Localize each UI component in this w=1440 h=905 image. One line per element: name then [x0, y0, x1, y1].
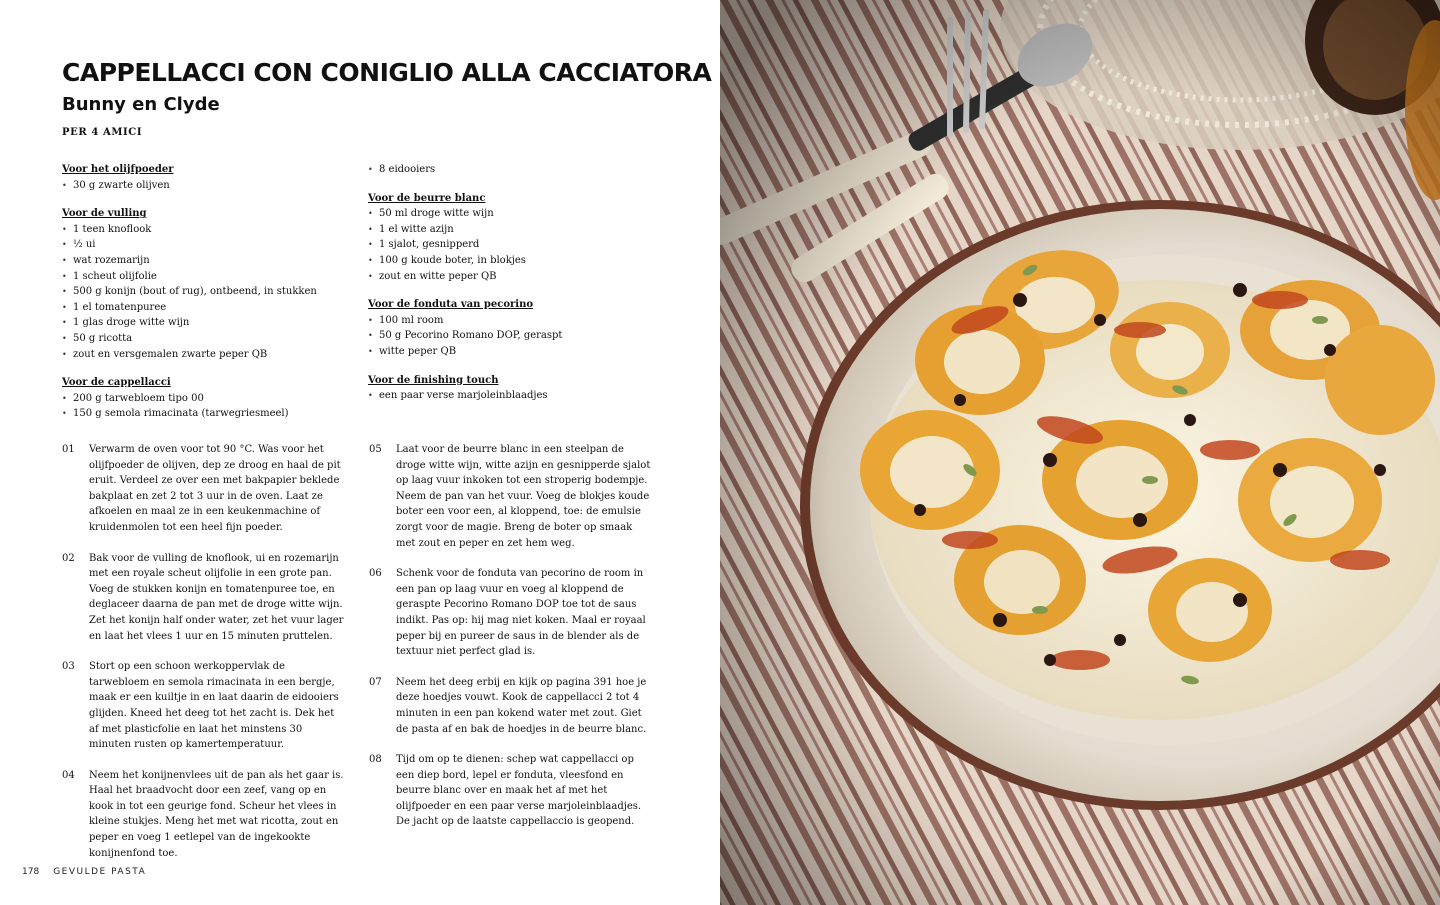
ingredient-item [62, 284, 352, 300]
step-number: 05 [369, 444, 382, 455]
ingredient-text: 500 g konijn (bout of rug), ontbeend, in stukken [73, 286, 317, 298]
ingredient-item [62, 237, 352, 253]
ingredient-text: 200 g tarwebloem tipo 00 [73, 392, 204, 404]
bullet-icon: • [62, 180, 67, 190]
step-text: Verwarm de oven voor tot 90 °C. Was voor het olijfpoeder de olijven, dep ze droog en haal de pit eruit. Verdeel ze over een met bakpapier beklede bakplaat en zet 2 tot 3 uur in de oven. Laat ze afkoelen en maal ze in een keukenmachine of kruidenmolen tot een heel fijn poeder. [89, 444, 341, 533]
bullet-icon: • [62, 409, 67, 419]
bullet-icon: • [368, 315, 373, 325]
bullet-icon: • [62, 318, 67, 328]
ingredient-text: 1 el witte azijn [379, 223, 454, 235]
ingredient-text: 1 teen knoflook [73, 223, 152, 235]
ingredient-text: 50 g ricotta [73, 332, 133, 344]
bullet-icon: • [62, 349, 67, 359]
recipe-title: CAPPELLACCI CON CONIGLIO ALLA CACCIATORA [62, 58, 712, 87]
dish-photo [720, 0, 1440, 905]
ingredient-group [368, 162, 658, 178]
bullet-icon: • [368, 331, 373, 341]
ingredient-text: zout en witte peper QB [379, 270, 497, 282]
ingredient-item [62, 178, 352, 194]
ingredient-item [368, 313, 658, 329]
ingredient-item [62, 269, 352, 285]
bullet-icon: • [368, 271, 373, 281]
ingredient-text: 30 g zwarte olijven [73, 179, 170, 191]
ingredient-text: 100 ml room [379, 314, 444, 326]
steps-column-1 [62, 442, 347, 876]
bullet-icon: • [62, 287, 67, 297]
ingredient-text: witte peper QB [379, 345, 457, 357]
step-text: Neem het deeg erbij en kijk op pagina 391 hoe je deze hoedjes vouwt. Kook de cappellacci 2 tot 4 minuten in een pan kokend water met zout. Giet de pasta af en bak de hoedjes in de beurre blanc. [396, 676, 647, 735]
step-number: 01 [62, 444, 75, 455]
ingredient-group [368, 373, 658, 404]
step-text: Schenk voor de fonduta van pecorino de room in een pan op laag vuur en voeg al kloppend de geraspte Pecorino Romano DOP toe tot de saus indikt. Pas op: hij mag niet koken. Maal er royaal peper bij en pureer de saus in de blender als de textuur niet perfect glad is. [396, 568, 646, 658]
bullet-icon: • [62, 271, 67, 281]
step-number: 03 [62, 661, 75, 673]
serves-label: PER 4 AMICI [62, 127, 143, 138]
step-text: Laat voor de beurre blanc in een steelpan de droge witte wijn, witte azijn en gesnipperde sjalot op laag vuur inkoken tot een stroperig bodempje. Neem de pan van het vuur. Voeg de blokjes koude boter een voor een, al kloppend, toe: de emulsie zorgt voor de magie. Breng de boter op smaak met zout en peper en zet hem weg. [396, 444, 651, 549]
ingredients-column-1 [62, 162, 352, 435]
steps-column-2 [369, 442, 654, 845]
step-text: Neem het konijnenvlees uit de pan als het gaar is. Haal het braadvocht door een zeef, vang op en kook in tot een geurige fond. Scheur het vlees in kleine stukjes. Meng het met wat ricotta, zout en peper en voeg 1 eetlepel van de ingekookte konijnenfond toe. [89, 769, 344, 859]
bullet-icon: • [62, 333, 67, 343]
bullet-icon: • [62, 255, 67, 265]
ingredient-text: 1 sjalot, gesnipperd [379, 239, 480, 251]
ingredient-text: 150 g semola rimacinata (tarwegriesmeel) [73, 408, 289, 420]
bullet-icon: • [62, 393, 67, 403]
ingredient-group-title: Voor de vulling [62, 208, 147, 220]
ingredient-group [62, 375, 352, 422]
pasta-plate-illustration [720, 0, 1440, 905]
ingredient-item [62, 391, 352, 407]
ingredient-text: een paar verse marjoleinblaadjes [379, 390, 548, 402]
bullet-icon: • [368, 255, 373, 265]
ingredient-item [368, 162, 658, 178]
ingredient-group [368, 297, 658, 359]
ingredient-text: 50 ml droge witte wijn [379, 208, 494, 220]
step-number: 02 [62, 552, 75, 564]
bullet-icon: • [368, 165, 373, 174]
ingredient-text: 1 el tomatenpuree [73, 301, 167, 313]
ingredient-group-title: Voor de cappellacci [62, 377, 171, 389]
bullet-icon: • [368, 240, 373, 250]
method-step [369, 566, 654, 660]
ingredient-text: zout en versgemalen zwarte peper QB [73, 348, 268, 360]
ingredient-item [62, 406, 352, 422]
ingredient-text: 1 glas droge witte wijn [73, 317, 190, 329]
step-number: 06 [369, 568, 382, 580]
ingredient-item [62, 315, 352, 331]
ingredient-item [62, 347, 352, 363]
recipe-subtitle: Bunny en Clyde [62, 94, 220, 115]
ingredient-text: wat rozemarijn [73, 254, 150, 266]
method-step [369, 752, 654, 830]
ingredient-item [368, 344, 658, 360]
step-text: Bak voor de vulling de knoflook, ui en rozemarijn met een royale scheut olijfolie in een grote pan. Voeg de stukken konijn en tomatenpuree toe, en deglaceer daarna de pan met de droge witte wijn. Zet het konijn half onder water, zet het vuur lager en laat het vlees 1 uur en 15 minuten pruttelen. [89, 552, 344, 642]
step-number: 04 [62, 769, 75, 781]
step-number: 08 [369, 754, 382, 766]
ingredient-group [62, 162, 352, 193]
ingredient-text: 8 eidooiers [379, 164, 436, 175]
section-name: GEVULDE PASTA [53, 867, 147, 877]
ingredient-item [62, 331, 352, 347]
ingredient-group-title: Voor de fonduta van pecorino [368, 299, 534, 311]
ingredient-text: ½ ui [73, 239, 96, 251]
page-number: 178 [22, 867, 40, 877]
ingredient-text: 1 scheut olijfolie [73, 270, 157, 282]
ingredient-text: 100 g koude boter, in blokjes [379, 254, 526, 266]
bullet-icon: • [368, 209, 373, 219]
method-step [369, 442, 654, 551]
bullet-icon: • [62, 302, 67, 312]
step-text: Stort op een schoon werkoppervlak de tarwebloem en semola rimacinata in een bergje, maak er een kuiltje in en laat daarin de eidooiers glijden. Kneed het deeg tot het zacht is. Dek het af met plasticfolie en laat het minstens 30 minuten rusten op kamertemperatuur. [89, 661, 339, 751]
method-step [62, 659, 347, 753]
bullet-icon: • [368, 391, 373, 401]
bullet-icon: • [62, 224, 67, 234]
method-step [62, 551, 347, 645]
ingredient-item [62, 253, 352, 269]
ingredient-item [368, 206, 658, 222]
ingredient-group [62, 206, 352, 362]
bullet-icon: • [368, 224, 373, 234]
ingredient-item [368, 253, 658, 269]
method-step [62, 768, 347, 862]
ingredient-item [62, 300, 352, 316]
bullet-icon: • [62, 240, 67, 250]
ingredient-item [368, 388, 658, 404]
ingredient-group-title: Voor het olijfpoeder [62, 164, 174, 175]
bullet-icon: • [368, 346, 373, 356]
method-step [369, 675, 654, 737]
ingredient-group-title: Voor de finishing touch [368, 374, 499, 386]
ingredient-item [368, 328, 658, 344]
ingredient-group-title: Voor de beurre blanc [368, 192, 486, 204]
ingredient-item [368, 222, 658, 238]
method-step [62, 442, 347, 536]
ingredient-item [368, 269, 658, 285]
ingredient-item [368, 237, 658, 253]
ingredient-item [62, 222, 352, 238]
ingredient-group [368, 191, 658, 285]
page-footer [22, 867, 146, 877]
step-text: Tijd om op te dienen: schep wat cappellacci op een diep bord, lepel er fonduta, vleesfond en beurre blanc over en maak het af met het olijfpoeder en een paar verse marjoleinblaadjes. De jacht op de laatste cappellaccio is geopend. [396, 754, 642, 828]
ingredient-text: 50 g Pecorino Romano DOP, geraspt [379, 330, 563, 342]
step-number: 07 [369, 676, 382, 688]
ingredients-column-2 [368, 162, 658, 417]
